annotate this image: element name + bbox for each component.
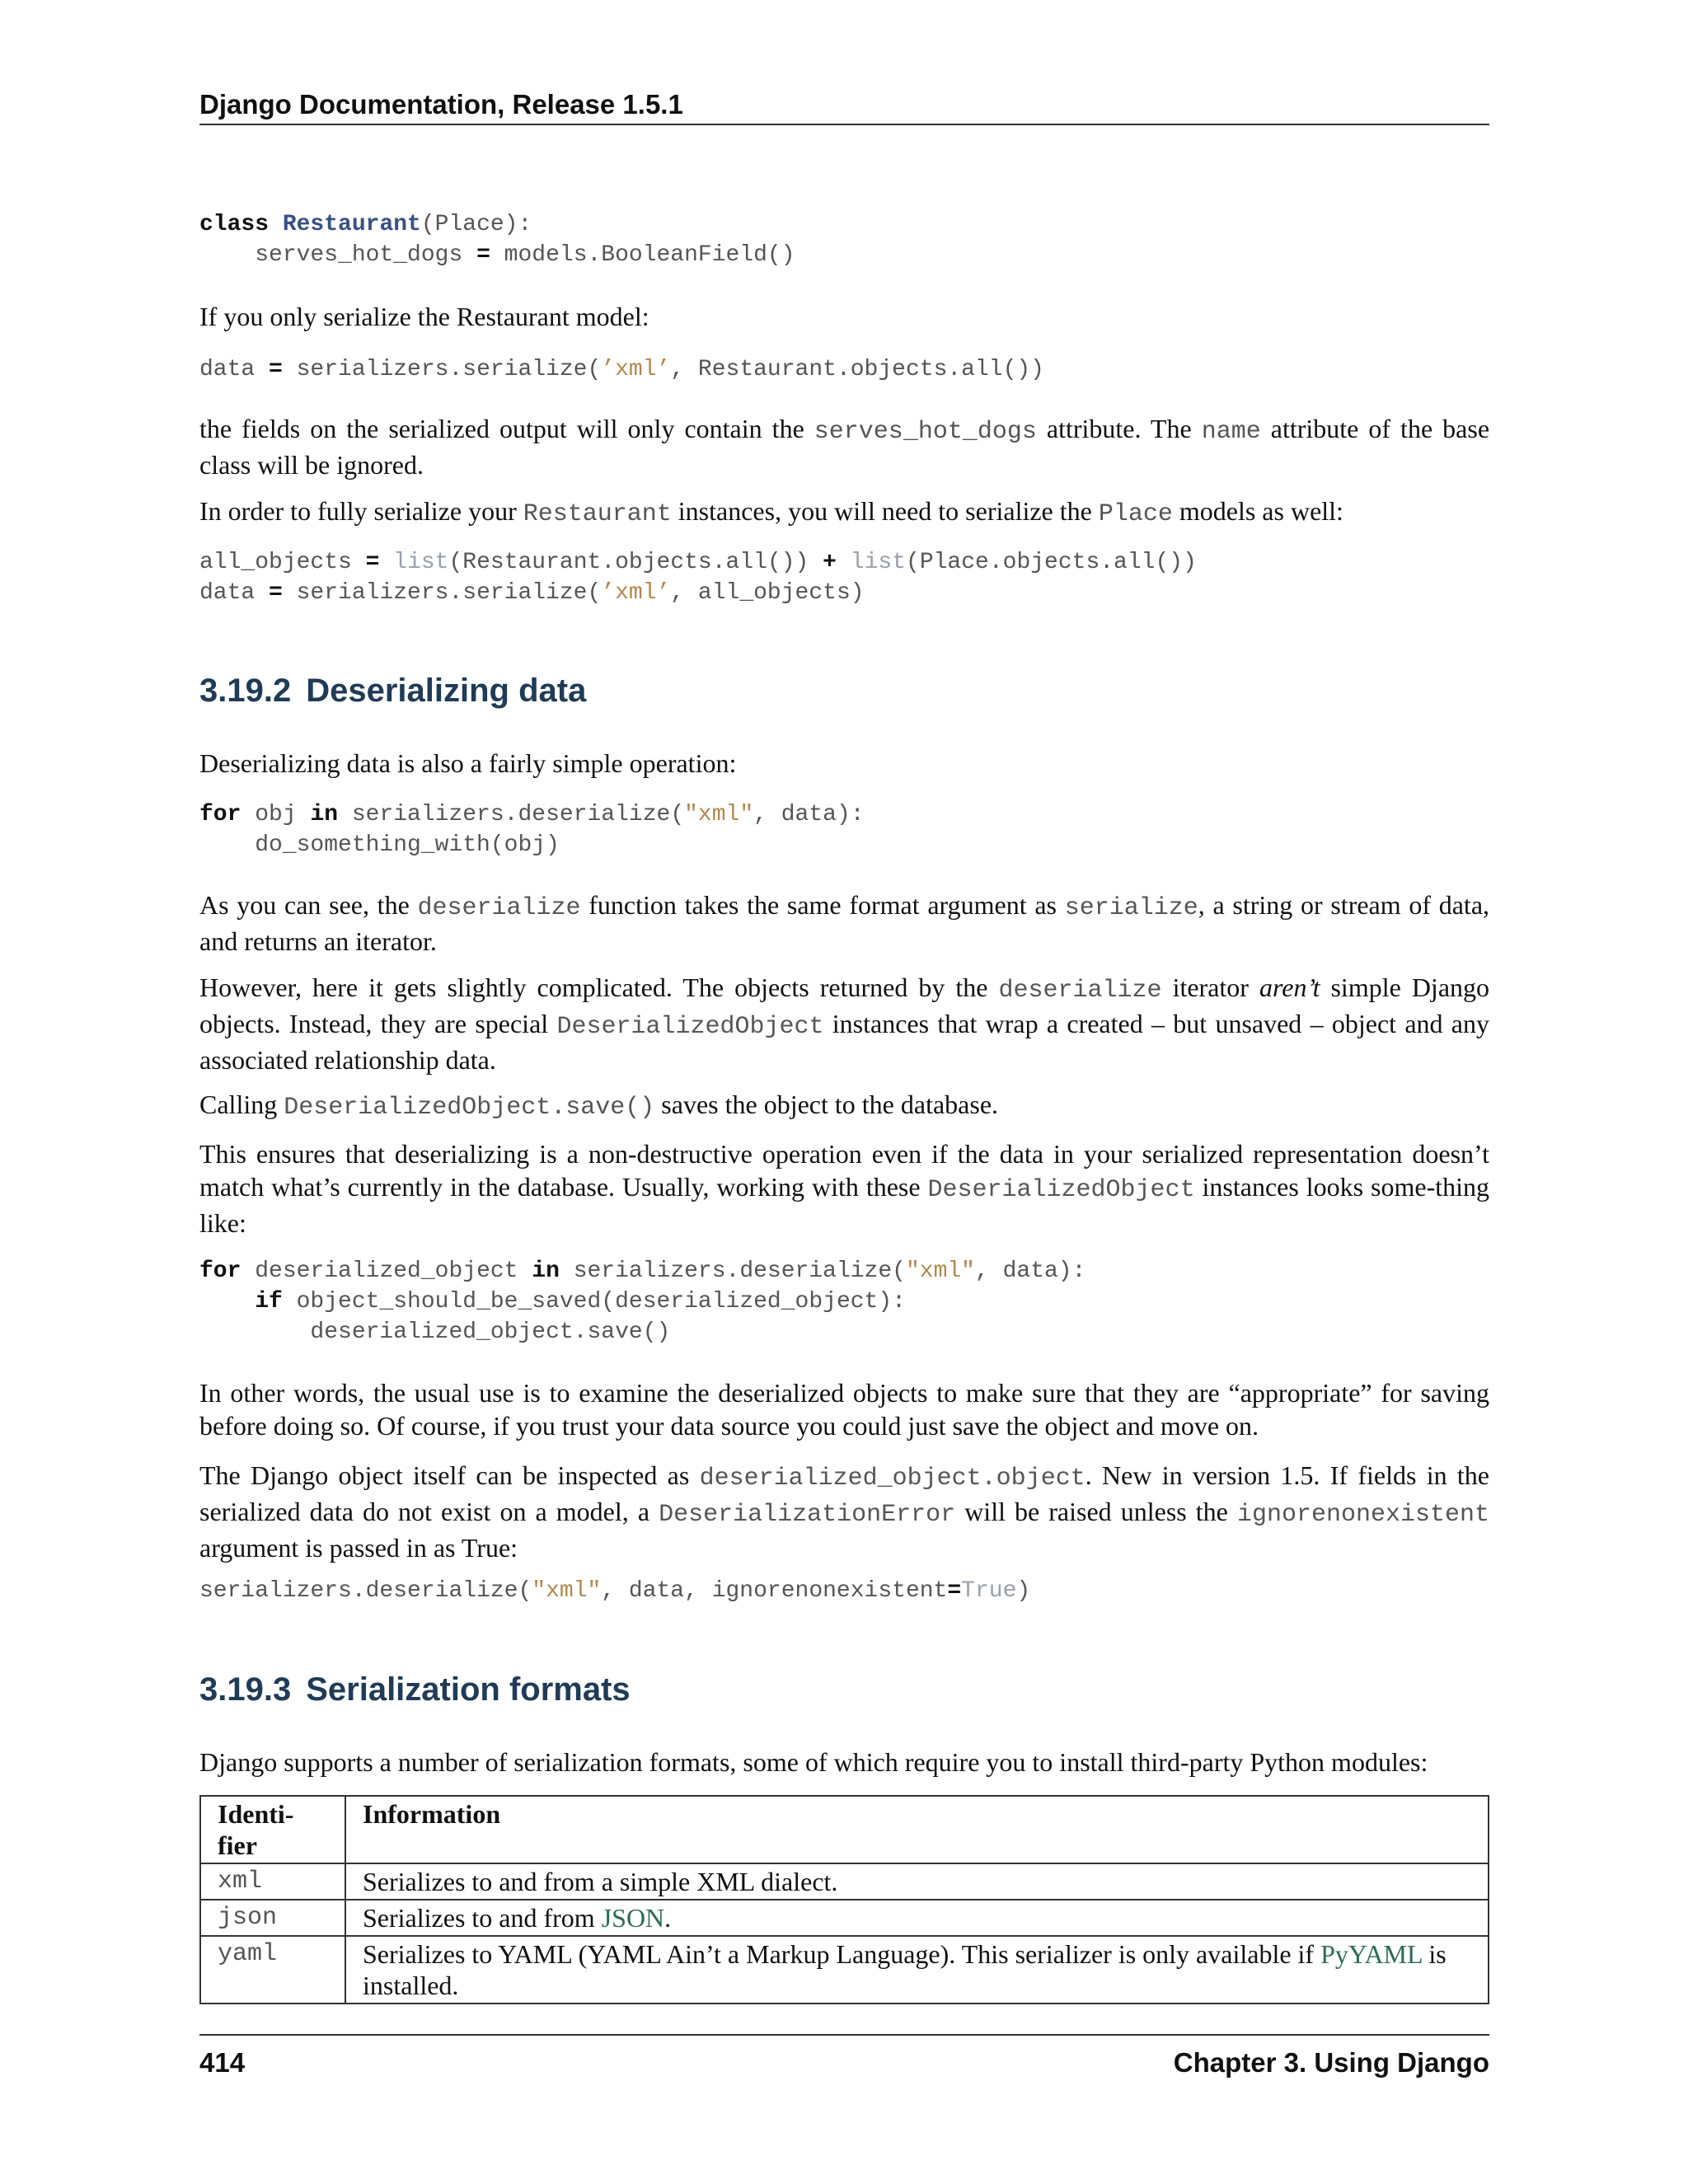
format-identifier: json xyxy=(200,1900,345,1936)
code-block-restaurant-class: class Restaurant(Place): serves_hot_dogs = models.BooleanField() xyxy=(199,212,795,268)
page-number: 414 xyxy=(199,2047,246,2078)
format-information: Serializes to YAML (YAML Ain’t a Markup Language). This serializer is only available if PyYAML is installed. xyxy=(345,1936,1489,2004)
code-block-ignorenonexistent: serializers.deserialize("xml", data, ignorenonexistent=True) xyxy=(199,1578,1031,1604)
section-title: Serialization formats xyxy=(306,1671,631,1708)
chapter-title: Chapter 3. Using Django xyxy=(1173,2047,1489,2078)
format-information: Serializes to and from a simple XML dialect. xyxy=(345,1863,1489,1900)
table-row xyxy=(200,1936,1489,2004)
paragraph: In other words, the usual use is to examine the deserialized objects to make sure that they are “appropriate” for saving before doing so. Of course, if you trust your data source you could just save the object and move on. xyxy=(199,1378,1489,1441)
format-information: Serializes to and from JSON. xyxy=(345,1900,1489,1936)
paragraph: The Django object itself can be inspected as deserialized_object.object. New in version 1.5. If fields in the serialized data do not exist on a model, a DeserializationError will be raised unless the ignorenonexistent argument is passed in as True: xyxy=(199,1460,1490,1563)
serialization-formats-table xyxy=(199,1795,1489,2004)
paragraph: As you can see, the deserialize function takes the same format argument as serialize, a string or stream of data, and returns an iterator. xyxy=(199,890,1490,956)
running-header: Django Documentation, Release 1.5.1 xyxy=(199,89,1489,125)
table-header-row xyxy=(200,1796,1489,1863)
paragraph: This ensures that deserializing is a non-destructive operation even if the data in your serialized representation doesn’t match what’s currently in the database. Usually, working with these DeserializedObject instances looks some-thing like: xyxy=(199,1139,1490,1238)
section-number: 3.19.3 xyxy=(199,1671,292,1708)
paragraph: the fields on the serialized output will only contain the serves_hot_dogs attribute. The name attribute of the base class will be ignored. xyxy=(199,414,1490,480)
section-number: 3.19.2 xyxy=(199,673,292,709)
column-header-information: Information xyxy=(345,1796,1489,1863)
format-identifier: xml xyxy=(200,1863,345,1900)
section-heading-deserializing xyxy=(199,673,1489,710)
running-footer xyxy=(199,2034,1489,2079)
paragraph: Deserializing data is also a fairly simple operation: xyxy=(199,748,737,778)
pyyaml-link[interactable]: PyYAML xyxy=(1320,1939,1423,1969)
paragraph: If you only serialize the Restaurant model: xyxy=(199,302,649,331)
code-block-serialize-restaurant: data = serializers.serialize(’xml’, Restaurant.objects.all()) xyxy=(199,357,1044,382)
format-identifier: yaml xyxy=(200,1936,345,2004)
json-link[interactable]: JSON xyxy=(601,1903,665,1933)
table-row xyxy=(200,1900,1489,1936)
paragraph: Calling DeserializedObject.save() saves the object to the database. xyxy=(199,1090,999,1122)
code-block-all-objects: all_objects = list(Restaurant.objects.all()) + list(Place.objects.all()) data = serializers.serialize(’xml’, all_objects) xyxy=(199,550,1197,606)
code-block-save-loop: for deserialized_object in serializers.deserialize("xml", data): if object_should_be_saved(deserialized_object): deserialized_object.save() xyxy=(199,1258,1086,1345)
paragraph: However, here it gets slightly complicated. The objects returned by the deserialize iterator aren’t simple Django objects. Instead, they are special DeserializedObject instances that wrap a created – but unsaved – object and any associated relationship data. xyxy=(199,972,1490,1075)
paragraph: Django supports a number of serialization formats, some of which require you to install third-party Python modules: xyxy=(199,1747,1428,1777)
code-block-deserialize-loop: for obj in serializers.deserialize("xml", data): do_something_with(obj) xyxy=(199,802,865,858)
column-header-identifier: Identi-fier xyxy=(200,1796,345,1863)
section-title: Deserializing data xyxy=(306,673,587,709)
paragraph: In order to fully serialize your Restaurant instances, you will need to serialize the Place models as well: xyxy=(199,496,1343,528)
section-heading-formats xyxy=(199,1671,1489,1708)
table-row xyxy=(200,1863,1489,1900)
